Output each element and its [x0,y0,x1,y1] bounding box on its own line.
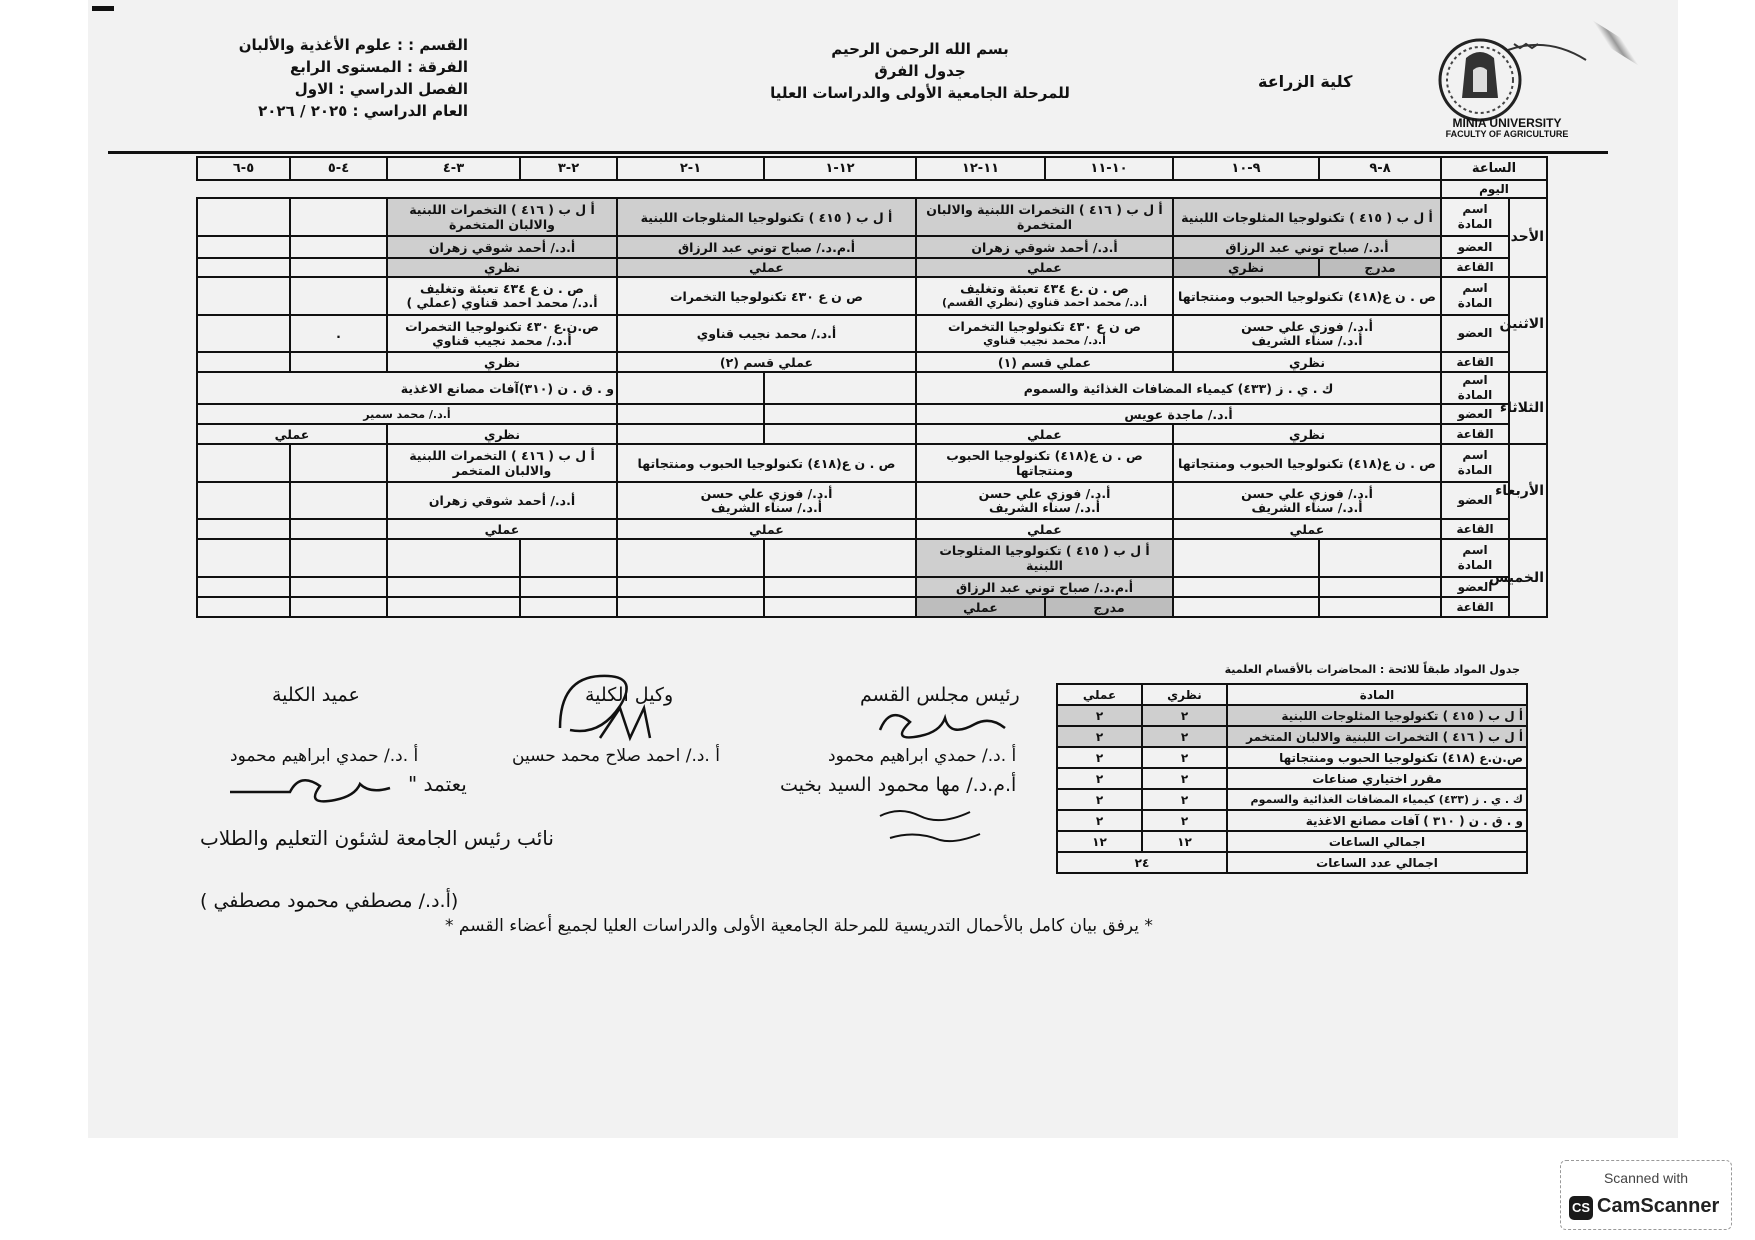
camscanner-top-text: Scanned with [1603,1170,1689,1186]
mon-subject-3: ص ن ع ٤٣٠ تكنولوجيا التخمرات [617,277,916,315]
page-subtitle: للمرحلة الجامعية الأولى والدراسات العليا [770,84,1070,102]
tue-hall-1: نظري [1173,424,1441,444]
period-10: ٥-٦ [197,157,290,180]
wed-member-1b: أ.د./ سناء الشريف [1251,499,1363,515]
academic-year: العام الدراسي : ٢٠٢٥ / ٢٠٢٦ [258,102,468,120]
wed-hall-2: عملي [916,519,1173,539]
period-6: ١-٢ [617,157,764,180]
wed-subject-3: ص . ن ع(٤١٨) تكنولوجيا الحبوب ومنتجاتها [617,444,916,482]
wed-subject-4: أ ل ب ( ٤١٦ ) التخمرات اللبنية والالبان المتخمر [387,444,617,482]
mon-member-2b: أ.د./ محمد نجيب قناوي [983,333,1106,347]
sun-hall-4: نظري [387,258,617,277]
dean-signature-icon [225,768,395,814]
summary-row: أ ل ب ( ٤١٦ ) التخمرات اللبنية والالبان المتخمر ٢ ٢ [1057,726,1527,747]
wed-member-1 [1173,482,1441,519]
camscanner-watermark [1560,1160,1732,1230]
faculty-name: كلية الزراعة [1258,72,1353,91]
label-subject: اسم المادة [1441,277,1509,315]
mon-hall-1: نظري [1173,352,1441,372]
tue-hall-4: عملي [197,424,387,444]
label-hall: القاعة [1441,352,1509,372]
mon-subject-2-title: ص . ن .ع ٤٣٤ تعبئة وتغليف [960,281,1129,296]
summary-row: و . ق . ن ( ٣١٠ ) آفات مصانع الاغذية ٢ ٢ [1057,810,1527,831]
label-hall: القاعة [1441,424,1509,444]
grand-total-label: اجمالي عدد الساعات [1227,852,1527,873]
summary-grand-total-row [1057,852,1527,873]
vp-title: نائب رئيس الجامعة لشئون التعليم والطلاب [200,826,554,850]
mon-subject-2-teacher: أ.د./ محمد احمد قناوي (نظري القسم) [941,296,1148,309]
approve-label: يعتمد " [408,772,467,796]
mon-subject-2 [916,277,1173,315]
tue-member-2: أ.د./ محمد سمير [197,404,617,424]
sun-subject-3: أ ل ب ( ٤١٥ ) تكنولوجيا المثلوجات اللبنية [617,198,916,236]
thu-hall-1a: مدرج [1045,597,1173,617]
summary-row: ص.ن.ع (٤١٨) تكنولوجيا الحبوب ومنتجاتها ٢ ٢ [1057,747,1527,768]
university-logo [1418,30,1596,142]
mon-member-4 [387,315,617,352]
page-title: جدول الفرق [874,62,966,80]
wed-member-3a: أ.د./ فوزي علي حسن [700,485,833,501]
summary-title: جدول المواد طبقاً للائحة : المحاضرات بالأقسام العلمية [1224,663,1520,676]
header-divider [108,151,1608,154]
period-8: ٣-٤ [387,157,520,180]
wed-hall-4: عملي [387,519,617,539]
mon-member-4b: أ.د./ محمد نجيب قناوي [432,332,572,348]
label-subject: اسم المادة [1441,372,1509,404]
label-member: العضو [1441,236,1509,258]
summary-total-row [1057,831,1527,852]
period-4: ١١-١٢ [916,157,1045,180]
camscanner-name: CamScanner [1597,1195,1720,1217]
period-1: ٨-٩ [1319,157,1441,180]
corner-hour: الساعة [1441,157,1547,180]
sun-hall-1b: نظري [1173,258,1319,277]
tue-subject-2: و . ق . ن (٣١٠)آفات مصانع الاغذية [197,372,617,404]
mon-dot-cell: . [290,315,387,352]
mon-member-2 [916,315,1173,352]
period-3: ١٠-١١ [1045,157,1173,180]
schedule-table [196,156,1548,618]
sun-member-1: أ.د./ صباح توني عبد الرزاق [1173,236,1441,258]
corner-day: اليوم [1441,180,1547,198]
logo-text-line2: FACULTY OF AGRICULTURE [1445,129,1569,139]
vice-dean-signature-icon [540,668,680,748]
camscanner-logo-icon: CS [1569,1196,1593,1220]
corner-mark [92,6,114,11]
label-member: العضو [1441,577,1509,597]
grand-total-value: ٢٤ [1057,852,1227,873]
mon-member-1a: أ.د./ فوزي علي حسن [1241,318,1373,334]
label-member: العضو [1441,482,1509,519]
period-2: ٩-١٠ [1173,157,1319,180]
total-practical: ١٢ [1057,831,1142,852]
summary-header-theory: نظري [1142,684,1227,705]
day-thursday: الخميس [1509,539,1547,617]
dept-head-name-2: أ.م.د./ مها محمود السيد بخيت [780,774,1017,796]
label-subject: اسم المادة [1441,539,1509,577]
sun-subject-1: أ ل ب ( ٤١٥ ) تكنولوجيا المثلوجات اللبنية [1173,198,1441,236]
period-9: ٤-٥ [290,157,387,180]
department: القسم : : علوم الأغذية والألبان [238,36,468,54]
second-signature-icon [860,798,1010,852]
semester: الفصل الدراسي : الاول [294,80,468,98]
sun-hall-1a: مدرج [1319,258,1441,277]
wed-subject-2: ص . ن ع(٤١٨) تكنولوجيا الحبوب ومنتجاتها [916,444,1173,482]
dean-name: أ .د./ حمدي ابراهيم محمود [230,746,419,766]
summary-row: مقرر اختياري صناعات ٢ ٢ [1057,768,1527,789]
mon-hall-4: نظري [387,352,617,372]
footnote: * يرفق بيان كامل بالأحمال التدريسية للمرحلة الجامعية الأولى والدراسات العليا لجميع أعضاء القسم * [445,916,1153,936]
mon-member-3: أ.د./ محمد نجيب قناوي [617,315,916,352]
logo-emblem-icon [1418,30,1596,122]
wed-hall-1: عملي [1173,519,1441,539]
tue-subject-1: ك . ي . ز (٤٣٣) كيمياء المضافات الغذائية والسموم [916,372,1441,404]
period-5: ١٢-١ [764,157,916,180]
thu-hall-1b: عملي [916,597,1045,617]
mon-member-2a: ص ن ع ٤٣٠ تكنولوجيا التخمرات [947,318,1142,334]
mon-hall-2: عملي قسم (١) [916,352,1173,372]
total-theory: ١٢ [1142,831,1227,852]
wed-subject-1: ص . ن ع(٤١٨) تكنولوجيا الحبوب ومنتجاتها [1173,444,1441,482]
dept-head-title: رئيس مجلس القسم [860,684,1020,706]
vice-dean-name: أ .د./ احمد صلاح محمد حسين [512,746,720,766]
tue-hall-2: عملي [916,424,1173,444]
label-member: العضو [1441,404,1509,424]
wed-member-2a: أ.د./ فوزي علي حسن [978,485,1111,501]
wed-member-3 [617,482,916,519]
dean-title: عميد الكلية [272,684,360,706]
label-subject: اسم المادة [1441,198,1509,236]
sun-member-3: أ.م.د./ صباح توني عبد الرزاق [617,236,916,258]
sun-subject-4: أ ل ب ( ٤١٦ ) التخمرات اللبنية والالبان المتخمرة [387,198,617,236]
basmala: بسم الله الرحمن الرحيم [831,40,1009,58]
sun-subject-2: أ ل ب ( ٤١٦ ) التخمرات اللبنية والالبان المتخمرة [916,198,1173,236]
day-monday: الاثنين [1509,277,1547,372]
mon-subject-1: ص . ن ع(٤١٨) تكنولوجيا الحبوب ومنتجاتها [1173,277,1441,315]
wed-member-3b: أ.د./ سناء الشريف [711,499,822,515]
vice-dean-title: وكيل الكلية [585,684,674,706]
thu-subject-1: أ ل ب ( ٤١٥ ) تكنولوجيا المثلوجات اللبنية [916,539,1173,577]
wed-member-2 [916,482,1173,519]
day-sunday: الأحد [1509,198,1547,277]
tue-member-1: أ.د./ ماجدة عويس [916,404,1441,424]
day-wednesday: الأربعاء [1509,444,1547,539]
mon-member-4a: ص.ن.ع ٤٣٠ تكنولوجيا التخمرات [405,318,599,334]
label-hall: القاعة [1441,519,1509,539]
day-tuesday: الثلاثاء [1509,372,1547,444]
vp-name: (أ.د./ مصطفي محمود مصطفي ) [200,890,459,912]
wed-hall-3: عملي [617,519,916,539]
label-hall: القاعة [1441,258,1509,277]
mon-subject-4 [387,277,617,315]
dept-head-signature-icon [870,700,1020,748]
mon-member-1b: أ.د./ سناء الشريف [1251,332,1363,348]
wed-member-4: أ.د./ أحمد شوقي زهران [387,482,617,519]
summary-table [1056,683,1528,874]
mon-subject-4-teacher: أ.د./ محمد احمد قناوي (عملي ) [406,295,598,310]
sun-hall-2: عملي [916,258,1173,277]
period-7: ٢-٣ [520,157,617,180]
total-hours-label: اجمالي الساعات [1227,831,1527,852]
tue-hall-3: نظري [387,424,617,444]
summary-row: أ ل ب ( ٤١٥ ) تكنولوجيا المثلوجات اللبنية ٢ ٢ [1057,705,1527,726]
mon-member-1 [1173,315,1441,352]
sun-hall-3: عملي [617,258,916,277]
dept-head-name-1: أ .د./ حمدي ابراهيم محمود [828,746,1017,766]
wed-member-1a: أ.د./ فوزي علي حسن [1241,485,1373,501]
logo-text-line1: MINIA UNIVERSITY [1452,116,1562,130]
summary-header-practical: عملي [1057,684,1142,705]
sun-member-4: أ.د./ أحمد شوقي زهران [387,236,617,258]
summary-header-subject: المادة [1227,684,1527,705]
sun-member-2: أ.د./ أحمد شوقي زهران [916,236,1173,258]
mon-subject-4-title: ص . ن ع ٤٣٤ تعبئة وتغليف [420,281,584,296]
summary-row: ك . ي . ز (٤٣٣) كيمياء المضافات الغذائية والسموم ٢ ٢ [1057,789,1527,810]
label-member: العضو [1441,315,1509,352]
mon-hall-3: عملي قسم (٢) [617,352,916,372]
wed-member-2b: أ.د./ سناء الشريف [989,499,1100,515]
level: الفرقة : المستوى الرابع [290,58,468,76]
label-subject: اسم المادة [1441,444,1509,482]
label-hall: القاعة [1441,597,1509,617]
thu-member-1: أ.م.د./ صباح توني عبد الرزاق [916,577,1173,597]
